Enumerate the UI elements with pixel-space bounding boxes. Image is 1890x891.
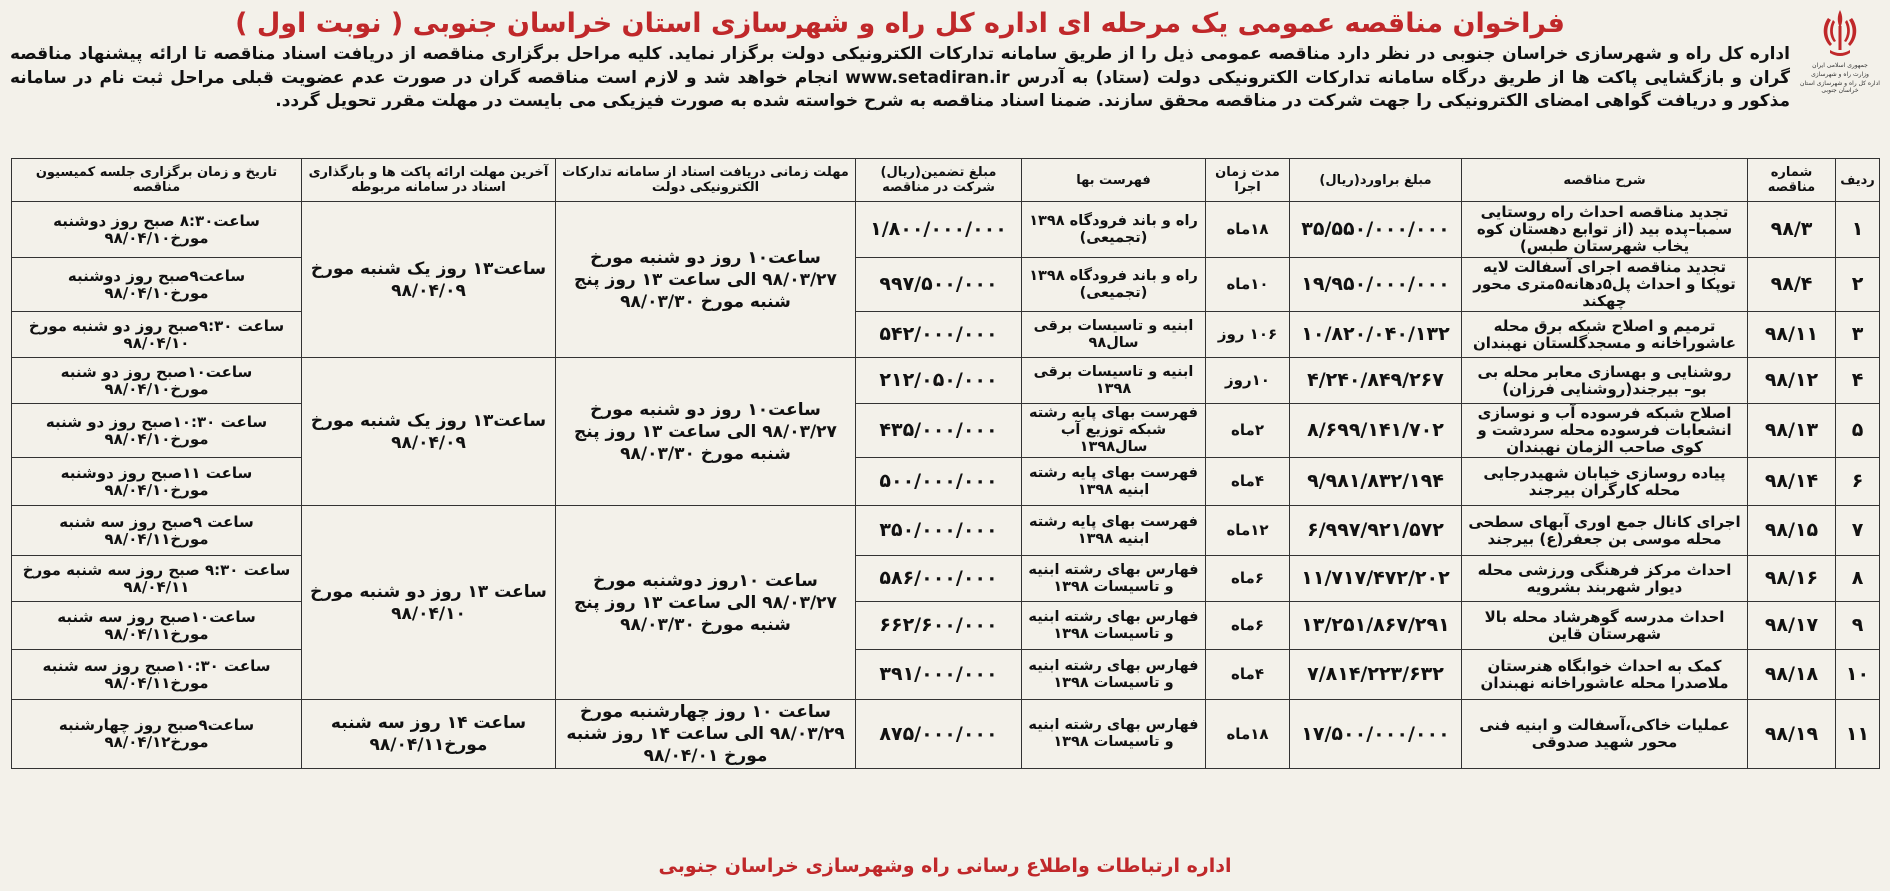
header-submission-deadline: آخرین مهلت ارائه پاکت ها و بارگذاری اسناد در سامانه مربوطه xyxy=(302,159,556,202)
execution-duration: ۱۸ماه xyxy=(1206,700,1290,769)
submission-deadline: ساعت ۱۳ روز دو شنبه مورخ ۹۸/۰۴/۱۰ xyxy=(302,506,556,700)
tender-description: احداث مرکز فرهنگی ورزشی محله دیوار شهربند بشرویه xyxy=(1462,556,1748,602)
row-index: ۷ xyxy=(1836,506,1880,556)
execution-duration: ۱۰روز xyxy=(1206,358,1290,404)
document-receipt-period: ساعت۱۰ روز دو شنبه مورخ ۹۸/۰۳/۲۷ الی ساعت ۱۳ روز پنج شنبه مورخ ۹۸/۰۳/۳۰ xyxy=(556,358,856,506)
ministry-logo xyxy=(1800,6,1880,106)
logo-caption-2: وزارت راه و شهرسازی xyxy=(1811,71,1869,78)
tender-number: ۹۸/۱۱ xyxy=(1748,312,1836,358)
document-receipt-period: ساعت ۱۰ روز چهارشنبه مورخ ۹۸/۰۳/۲۹ الی ساعت ۱۴ روز شنبه مورخ ۹۸/۰۴/۰۱ xyxy=(556,700,856,769)
tender-description: اصلاح شبکه فرسوده آب و نوسازی انشعابات فرسوده محله سردشت و کوی صاحب الزمان نهبندان xyxy=(1462,404,1748,458)
execution-duration: ۴ماه xyxy=(1206,650,1290,700)
price-list: ابنیه و تاسیسات برقی سال۹۸ xyxy=(1022,312,1206,358)
commission-session: ساعت ۹صبح روز سه شنبه مورخ۹۸/۰۴/۱۱ xyxy=(12,506,302,556)
table-row xyxy=(12,556,1880,602)
commission-session: ساعت۱۰صبح روز دو شنبه مورخ۹۸/۰۴/۱۰ xyxy=(12,358,302,404)
estimate-amount: ۱۷/۵۰۰/۰۰۰/۰۰۰ xyxy=(1290,700,1462,769)
tender-number: ۹۸/۱۹ xyxy=(1748,700,1836,769)
execution-duration: ۲ماه xyxy=(1206,404,1290,458)
estimate-amount: ۱۱/۷۱۷/۴۷۲/۲۰۲ xyxy=(1290,556,1462,602)
tender-description: تجدید مناقصه اجرای آسفالت لایه توپکا و احداث پل۵دهانه۵متری محور چهکند xyxy=(1462,258,1748,312)
tender-number: ۹۸/۱۸ xyxy=(1748,650,1836,700)
estimate-amount: ۷/۸۱۴/۲۲۳/۶۳۲ xyxy=(1290,650,1462,700)
table-row xyxy=(12,258,1880,312)
row-index: ۳ xyxy=(1836,312,1880,358)
tender-number: ۹۸/۱۳ xyxy=(1748,404,1836,458)
tender-number: ۹۸/۴ xyxy=(1748,258,1836,312)
guarantee-amount: ۶۶۲/۶۰۰/۰۰۰ xyxy=(856,602,1022,650)
header-content xyxy=(10,6,1790,114)
price-list: فهرست بهای پایه رشته ابنیه ۱۳۹۸ xyxy=(1022,506,1206,556)
table-row xyxy=(12,404,1880,458)
estimate-amount: ۱۹/۹۵۰/۰۰۰/۰۰۰ xyxy=(1290,258,1462,312)
guarantee-amount: ۵۸۶/۰۰۰/۰۰۰ xyxy=(856,556,1022,602)
price-list: راه و باند فرودگاه ۱۳۹۸ (تجمیعی) xyxy=(1022,258,1206,312)
commission-session: ساعت ۹:۳۰ صبح روز سه شنبه مورخ ۹۸/۰۴/۱۱ xyxy=(12,556,302,602)
table-header-row xyxy=(12,159,1880,202)
table-row xyxy=(12,358,1880,404)
table-row xyxy=(12,458,1880,506)
row-index: ۱۱ xyxy=(1836,700,1880,769)
header-tender-number: شماره مناقصه xyxy=(1748,159,1836,202)
price-list: راه و باند فرودگاه ۱۳۹۸ (تجمیعی) xyxy=(1022,202,1206,258)
price-list: فهارس بهای رشته ابنیه و تاسیسات ۱۳۹۸ xyxy=(1022,650,1206,700)
tender-number: ۹۸/۱۶ xyxy=(1748,556,1836,602)
row-index: ۱ xyxy=(1836,202,1880,258)
commission-session: ساعت ۹:۳۰صبح روز دو شنبه مورخ ۹۸/۰۴/۱۰ xyxy=(12,312,302,358)
header-commission-session: تاریخ و زمان برگزاری جلسه کمیسیون مناقصه xyxy=(12,159,302,202)
header-guarantee: مبلغ تضمین(ریال) شرکت در مناقصه xyxy=(856,159,1022,202)
submission-deadline: ساعت ۱۴ روز سه شنبه مورخ۹۸/۰۴/۱۱ xyxy=(302,700,556,769)
notice-footer: اداره ارتباطات واطلاع رسانی راه وشهرسازی خراسان جنوبی xyxy=(658,855,1232,877)
table-row xyxy=(12,602,1880,650)
guarantee-amount: ۵۴۲/۰۰۰/۰۰۰ xyxy=(856,312,1022,358)
row-index: ۱۰ xyxy=(1836,650,1880,700)
price-list: فهارس بهای رشته ابنیه و تاسیسات ۱۳۹۸ xyxy=(1022,556,1206,602)
tender-description: عملیات خاکی،آسفالت و ابنیه فنی محور شهید صدوقی xyxy=(1462,700,1748,769)
guarantee-amount: ۳۵۰/۰۰۰/۰۰۰ xyxy=(856,506,1022,556)
tender-description: اجرای کانال جمع اوری آبهای سطحی محله موسی بن جعفر(ع) بیرجند xyxy=(1462,506,1748,556)
tender-description: احداث مدرسه گوهرشاد محله بالا شهرستان قاین xyxy=(1462,602,1748,650)
row-index: ۹ xyxy=(1836,602,1880,650)
price-list: ابنیه و تاسیسات برقی ۱۳۹۸ xyxy=(1022,358,1206,404)
table-row xyxy=(12,700,1880,769)
guarantee-amount: ۴۳۵/۰۰۰/۰۰۰ xyxy=(856,404,1022,458)
row-index: ۴ xyxy=(1836,358,1880,404)
notice-intro: اداره کل راه و شهرسازی خراسان جنوبی در نظر دارد مناقصه عمومی ذیل را از طریق سامانه تدارکات الکترونیکی دولت برگزار نماید. کلیه مراحل برگزاری مناقصه از دریافت اسناد مناقصه تا ارائه پیشنهاد مناقصه گران و بازگشایی پاکت ها از طریق درگاه سامانه تدارکات الکترونیکی دولت (ستاد) به آدرس www.setadiran.ir انجام خواهد شد و لازم است مناقصه گران در صورت عدم عضویت قبلی مراحل ثبت نام در سامانه مذکور و دریافت گواهی امضای الکترونیکی را جهت شرکت در مناقصه محقق سازند. ضمنا اسناد مناقصه به شرح خواسته شده به صورت فیزیکی می بایست در مهلت مقرر تحویل گردد. xyxy=(10,44,1790,111)
commission-session: ساعت۹صبح روز چهارشنبه مورخ۹۸/۰۴/۱۲ xyxy=(12,700,302,769)
row-index: ۸ xyxy=(1836,556,1880,602)
document-receipt-period: ساعت ۱۰روز دوشنبه مورخ ۹۸/۰۳/۲۷ الی ساعت ۱۳ روز پنج شنبه مورخ ۹۸/۰۳/۳۰ xyxy=(556,506,856,700)
execution-duration: ۶ماه xyxy=(1206,602,1290,650)
header-estimate: مبلغ براورد(ریال) xyxy=(1290,159,1462,202)
tender-description: ترمیم و اصلاح شبکه برق محله عاشوراخانه و مسجدگلستان نهبندان xyxy=(1462,312,1748,358)
execution-duration: ۱۲ماه xyxy=(1206,506,1290,556)
table-row xyxy=(12,650,1880,700)
header-price-list: فهرست بها xyxy=(1022,159,1206,202)
commission-session: ساعت ۱۰:۳۰صبح روز دو شنبه مورخ۹۸/۰۴/۱۰ xyxy=(12,404,302,458)
tender-description: تجدید مناقصه احداث راه روستایی سمبا–پده بید (از توابع دهستان کوه یخاب شهرستان طبس) xyxy=(1462,202,1748,258)
document-receipt-period: ساعت۱۰ روز دو شنبه مورخ ۹۸/۰۳/۲۷ الی ساعت ۱۳ روز پنج شنبه مورخ ۹۸/۰۳/۳۰ xyxy=(556,202,856,358)
tender-number: ۹۸/۱۷ xyxy=(1748,602,1836,650)
row-index: ۲ xyxy=(1836,258,1880,312)
header-duration: مدت زمان اجرا xyxy=(1206,159,1290,202)
tender-description: کمک به احداث خوابگاه هنرستان ملاصدرا محله عاشوراخانه نهبندان xyxy=(1462,650,1748,700)
submission-deadline: ساعت۱۳ روز یک شنبه مورخ ۹۸/۰۴/۰۹ xyxy=(302,358,556,506)
notice-title: فراخوان مناقصه عمومی یک مرحله ای اداره کل راه و شهرسازی استان خراسان جنوبی ( نوبت اول ) xyxy=(235,8,1565,39)
submission-deadline: ساعت۱۳ روز یک شنبه مورخ ۹۸/۰۴/۰۹ xyxy=(302,202,556,358)
estimate-amount: ۱۰/۸۲۰/۰۴۰/۱۳۲ xyxy=(1290,312,1462,358)
tender-description: پیاده روسازی خیابان شهیدرجایی محله کارگران بیرجند xyxy=(1462,458,1748,506)
guarantee-amount: ۳۹۱/۰۰۰/۰۰۰ xyxy=(856,650,1022,700)
row-index: ۵ xyxy=(1836,404,1880,458)
execution-duration: ۱۰ماه xyxy=(1206,258,1290,312)
price-list: فهرست بهای پایه رشته شبکه توزیع آب سال۱۳۹۸ xyxy=(1022,404,1206,458)
guarantee-amount: ۱/۸۰۰/۰۰۰/۰۰۰ xyxy=(856,202,1022,258)
estimate-amount: ۹/۹۸۱/۸۳۲/۱۹۴ xyxy=(1290,458,1462,506)
execution-duration: ۱۰۶ روز xyxy=(1206,312,1290,358)
commission-session: ساعت ۱۰:۳۰صبح روز سه شنبه مورخ۹۸/۰۴/۱۱ xyxy=(12,650,302,700)
table-row xyxy=(12,202,1880,258)
price-list: فهرست بهای پایه رشته ابنیه ۱۳۹۸ xyxy=(1022,458,1206,506)
commission-session: ساعت۸:۳۰ صبح روز دوشنبه مورخ۹۸/۰۴/۱۰ xyxy=(12,202,302,258)
iran-emblem-icon xyxy=(1813,6,1867,60)
estimate-amount: ۱۳/۲۵۱/۸۶۷/۲۹۱ xyxy=(1290,602,1462,650)
tender-number: ۹۸/۱۴ xyxy=(1748,458,1836,506)
guarantee-amount: ۲۱۲/۰۵۰/۰۰۰ xyxy=(856,358,1022,404)
tender-description: روشنایی و بهسازی معابر محله بی بو– بیرجند(روشنایی فرزان) xyxy=(1462,358,1748,404)
commission-session: ساعت۹صبح روز دوشنبه مورخ۹۸/۰۴/۱۰ xyxy=(12,258,302,312)
execution-duration: ۴ماه xyxy=(1206,458,1290,506)
logo-caption-1: جمهوری اسلامی ایران xyxy=(1812,62,1868,69)
header-row-index: ردیف xyxy=(1836,159,1880,202)
tender-number: ۹۸/۱۵ xyxy=(1748,506,1836,556)
execution-duration: ۶ماه xyxy=(1206,556,1290,602)
notice-header xyxy=(10,6,1880,152)
tender-table xyxy=(11,158,1880,769)
estimate-amount: ۸/۶۹۹/۱۴۱/۷۰۲ xyxy=(1290,404,1462,458)
header-description: شرح مناقصه xyxy=(1462,159,1748,202)
guarantee-amount: ۹۹۷/۵۰۰/۰۰۰ xyxy=(856,258,1022,312)
logo-caption-3: اداره کل راه و شهرسازی استان خراسان جنوبی xyxy=(1800,80,1880,94)
estimate-amount: ۶/۹۹۷/۹۲۱/۵۷۲ xyxy=(1290,506,1462,556)
header-document-receipt: مهلت زمانی دریافت اسناد از سامانه تدارکات الکترونیکی دولت xyxy=(556,159,856,202)
commission-session: ساعت۱۰صبح روز سه شنبه مورخ۹۸/۰۴/۱۱ xyxy=(12,602,302,650)
table-body xyxy=(12,202,1880,769)
guarantee-amount: ۵۰۰/۰۰۰/۰۰۰ xyxy=(856,458,1022,506)
execution-duration: ۱۸ماه xyxy=(1206,202,1290,258)
estimate-amount: ۳۵/۵۵۰/۰۰۰/۰۰۰ xyxy=(1290,202,1462,258)
price-list: فهارس بهای رشته ابنیه و تاسیسات ۱۳۹۸ xyxy=(1022,602,1206,650)
table-row xyxy=(12,312,1880,358)
row-index: ۶ xyxy=(1836,458,1880,506)
price-list: فهارس بهای رشته ابنیه و تاسیسات ۱۳۹۸ xyxy=(1022,700,1206,769)
commission-session: ساعت ۱۱صبح روز دوشنبه مورخ۹۸/۰۴/۱۰ xyxy=(12,458,302,506)
tender-number: ۹۸/۳ xyxy=(1748,202,1836,258)
estimate-amount: ۴/۲۴۰/۸۴۹/۲۶۷ xyxy=(1290,358,1462,404)
guarantee-amount: ۸۷۵/۰۰۰/۰۰۰ xyxy=(856,700,1022,769)
table-row xyxy=(12,506,1880,556)
tender-number: ۹۸/۱۲ xyxy=(1748,358,1836,404)
